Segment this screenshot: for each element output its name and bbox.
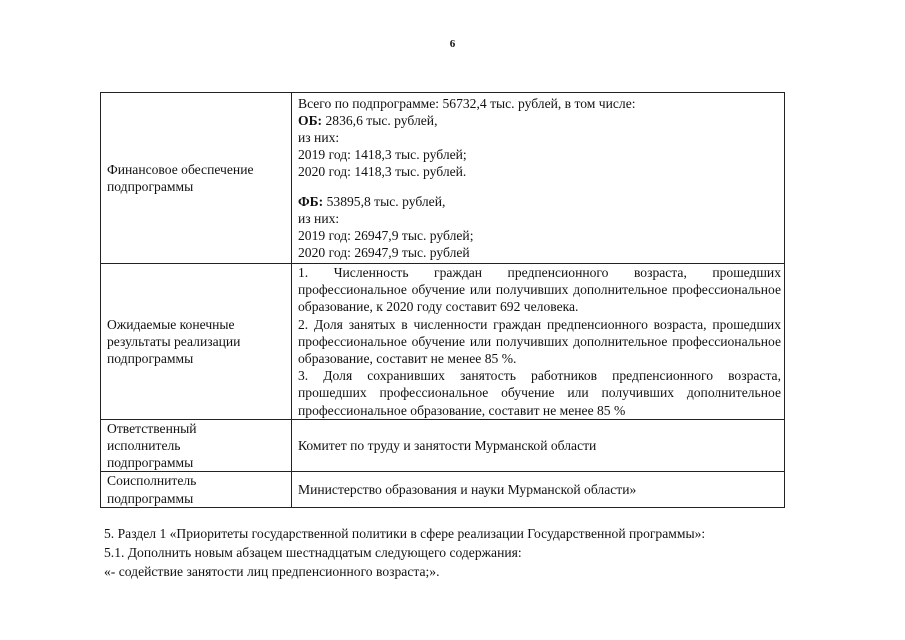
coexecutor-label-cell: [101, 472, 292, 507]
responsible-value: Комитет по труду и занятости Мурманской области: [298, 438, 597, 454]
ob-amount: 2836,6 тыс. рублей,: [322, 112, 438, 128]
table-row-results: [101, 264, 785, 420]
responsible-value-cell: [292, 419, 785, 472]
coexecutor-label-line: Соисполнитель: [107, 473, 197, 489]
results-label-cell: [101, 264, 292, 420]
amendment-line-1: 5. Раздел 1 «Приоритеты государственной политики в сфере реализации Государственной программы»:: [104, 526, 706, 541]
ob-amount-line: [298, 112, 781, 129]
coexecutor-value: Министерство образования и науки Мурманской области»: [298, 482, 637, 498]
amendment-line-2: 5.1. Дополнить новым абзацем шестнадцатым следующего содержания:: [104, 545, 522, 560]
responsible-label-cell: [101, 419, 292, 472]
fb-2019: 2019 год: 26947,9 тыс. рублей;: [298, 228, 474, 243]
results-value-cell: [292, 264, 785, 420]
finance-total: Всего по подпрограмме: 56732,4 тыс. рублей, в том числе:: [298, 95, 636, 111]
finance-value-cell: [292, 93, 785, 264]
results-label-line: результаты реализации: [107, 333, 241, 349]
spacer: [298, 181, 781, 193]
ob-2019: 2019 год: 1418,3 тыс. рублей;: [298, 147, 467, 163]
coexecutor-label-line: подпрограммы: [107, 490, 194, 506]
fb-of-them: из них:: [298, 210, 340, 226]
fb-label: ФБ:: [298, 193, 324, 209]
table-row-coexecutor: [101, 472, 785, 507]
ob-label: ОБ:: [298, 112, 323, 128]
finance-label-line: Финансовое обеспечение: [107, 161, 254, 177]
amendment-line-3: «- содействие занятости лиц предпенсионного возраста;».: [104, 564, 440, 579]
results-label-line: Ожидаемые конечные: [107, 316, 235, 332]
result-item-2: 2. Доля занятых в численности граждан предпенсионного возраста, прошедших профессиональное обучение или получивших дополнительное профессиональное образование, составит не менее 85 %.: [298, 316, 781, 367]
page-number: 6: [449, 38, 456, 50]
result-item-3: 3. Доля сохранивших занятость работников предпенсионного возраста, прошедших профессиональное обучение или получивших дополнительное профессиональное образование, составит не менее 85 %: [298, 368, 781, 418]
fb-amount: 53895,8 тыс. рублей,: [323, 193, 446, 209]
responsible-label-line: Ответственный: [107, 420, 197, 436]
finance-label-cell: [101, 93, 292, 264]
responsible-label-line: подпрограммы: [107, 455, 194, 471]
ob-of-them: из них:: [298, 129, 340, 145]
results-label-line: подпрограммы: [107, 351, 194, 367]
coexecutor-value-cell: [292, 472, 785, 507]
result-item-1: 1. Численность граждан предпенсионного возраста, прошедших профессиональное обучение или получивших дополнительное профессиональное образование, к 2020 году составит 692 человека.: [298, 265, 781, 315]
subprogram-passport-table: [100, 92, 785, 508]
table-row-responsible: [101, 419, 785, 472]
responsible-label-line: исполнитель: [107, 438, 181, 454]
finance-label-line: подпрограммы: [107, 179, 194, 194]
fb-amount-line: [298, 193, 781, 210]
fb-2020: 2020 год: 26947,9 тыс. рублей: [298, 245, 470, 261]
amendment-text: [104, 524, 705, 581]
table-row-finance: [101, 93, 785, 264]
ob-2020: 2020 год: 1418,3 тыс. рублей.: [298, 164, 467, 180]
